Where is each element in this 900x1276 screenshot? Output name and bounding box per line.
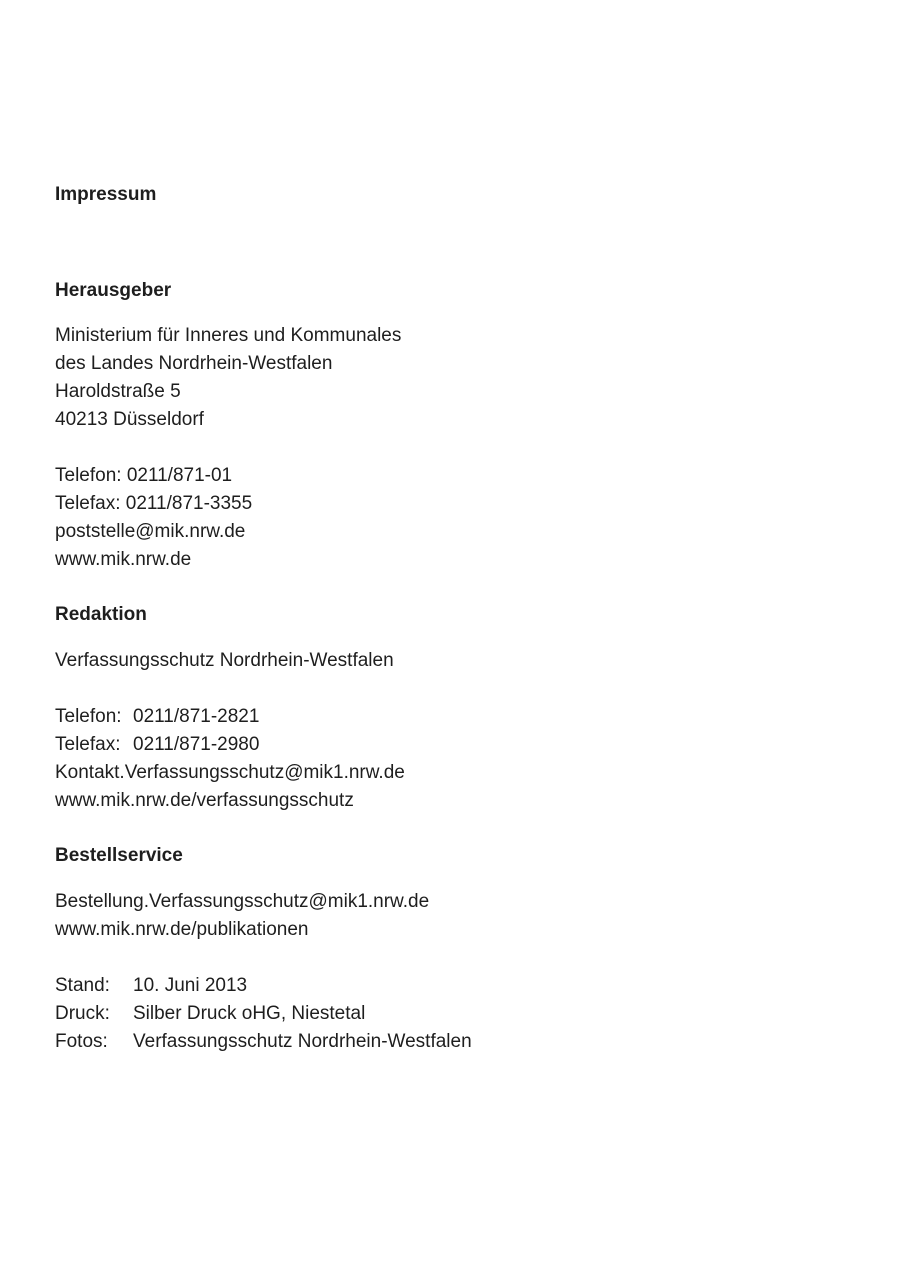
address-line-2: des Landes Nordrhein-Westfalen bbox=[55, 353, 333, 374]
redaktion-telefon-label: Telefon: bbox=[55, 706, 122, 727]
redaktion-telefax-value: 0211/871-2980 bbox=[133, 734, 260, 755]
herausgeber-heading: Herausgeber bbox=[55, 280, 172, 301]
address-line-1: Ministerium für Inneres und Kommunales bbox=[55, 325, 402, 346]
stand-row bbox=[55, 975, 247, 997]
druck-label: Druck: bbox=[55, 1003, 110, 1024]
bestellservice-heading: Bestellservice bbox=[55, 845, 183, 866]
fotos-value: Verfassungsschutz Nordrhein-Westfalen bbox=[133, 1031, 472, 1052]
redaktion-email-link[interactable]: Kontakt.Verfassungsschutz@mik1.nrw.de bbox=[55, 762, 405, 783]
stand-value: 10. Juni 2013 bbox=[133, 975, 248, 996]
druck-row bbox=[55, 1003, 365, 1025]
redaktion-telefax-label: Telefax: bbox=[55, 734, 121, 755]
bestellservice-web-link[interactable]: www.mik.nrw.de/publikationen bbox=[55, 919, 309, 940]
redaktion-web-link[interactable]: www.mik.nrw.de/verfassungsschutz bbox=[55, 790, 354, 811]
address-line-4: 40213 Düsseldorf bbox=[55, 409, 204, 430]
herausgeber-telefon: Telefon: 0211/871-01 bbox=[55, 465, 233, 486]
redaktion-telefax-row bbox=[55, 734, 259, 756]
bestellservice-email-link[interactable]: Bestellung.Verfassungsschutz@mik1.nrw.de bbox=[55, 891, 430, 912]
address-line-3: Haroldstraße 5 bbox=[55, 381, 181, 402]
page-title: Impressum bbox=[55, 184, 157, 205]
druck-value: Silber Druck oHG, Niestetal bbox=[133, 1003, 366, 1024]
fotos-row bbox=[55, 1031, 472, 1053]
herausgeber-email-link[interactable]: poststelle@mik.nrw.de bbox=[55, 521, 246, 542]
redaktion-name: Verfassungsschutz Nordrhein-Westfalen bbox=[55, 650, 394, 671]
redaktion-telefon-row bbox=[55, 706, 259, 728]
redaktion-telefon-value: 0211/871-2821 bbox=[133, 706, 260, 727]
herausgeber-web-link[interactable]: www.mik.nrw.de bbox=[55, 549, 192, 570]
herausgeber-telefax: Telefax: 0211/871-3355 bbox=[55, 493, 253, 514]
fotos-label: Fotos: bbox=[55, 1031, 108, 1052]
stand-label: Stand: bbox=[55, 975, 110, 996]
redaktion-heading: Redaktion bbox=[55, 604, 147, 625]
